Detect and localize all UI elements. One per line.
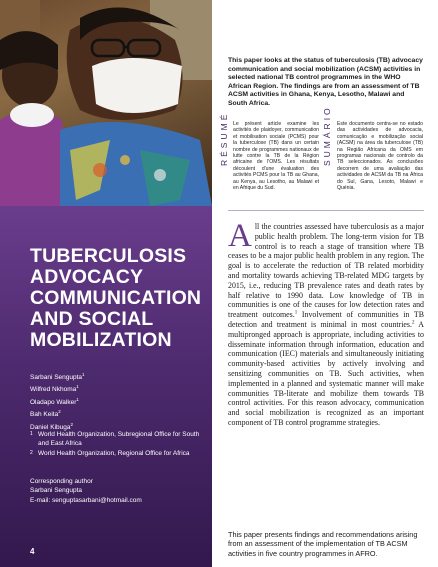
affiliation: 2 World Health Organization, Regional Office for Africa — [30, 449, 190, 457]
title-line: AND SOCIAL — [30, 308, 154, 330]
author: Wilfred Nkhoma$^1$ — [30, 384, 79, 394]
resume-label: RÉSUMÉ — [219, 111, 229, 166]
author: Daniel Kibuga$^2$ — [30, 421, 73, 431]
article-title — [30, 246, 210, 351]
corresponding-name: Sarbani Sengupta — [30, 487, 83, 495]
title-line: COMMUNICATION — [30, 287, 202, 309]
title-line: ADVOCACY — [30, 266, 144, 288]
title-line: MOBILIZATION — [30, 329, 172, 351]
sumario-text: Este documento centra-se no estado das actividades de advocacia, comunicação e mobilização social (ACSM) na área da tuberculose (TB) na Região Africana da OMS em programas nacionais de controlo da TB seleccionados. As conclusões decorrem de uma avaliação das actividades de ACSM da TB na África do Sul, Gana, Lesoto, Malawi e Quénia. — [337, 121, 423, 192]
author: Bah Keita$^2$ — [30, 409, 61, 419]
author: Sarbani Sengupta$^1$ — [30, 372, 85, 382]
affiliation: 1 World Health Organization, Subregional Office for South and East Africa — [30, 431, 200, 448]
resume-text: Le présent article examine les activités de plaidoyer, communication et mobilisation sociale (PCMS) pour la tuberculose (TB) dans un certain nombre de programmes nationaux de lutte contre la TB de la Région africaine de l'OMS. Les résultats découlent d'une évaluation des activités PCMS pour la TB au Ghana, au Kenya, au Lesotho, au Malawi et en Afrique du Sud. — [233, 121, 319, 192]
corresponding-author — [30, 477, 142, 505]
closing-paragraph: This paper presents findings and recommendations arising from an assessment of the implementation of TB ACSM activities in five country programmes in AFRO. — [228, 530, 418, 558]
title-line: TUBERCULOSIS — [30, 245, 187, 267]
drop-cap: A — [228, 218, 252, 254]
photo-illustration — [0, 0, 212, 206]
body-paragraph: All the countries assessed have tuberculosis as a major public health problem. The long-term vision for TB control is to reach a stage of transition where TB ceases to be a major public health problem in any region. The goal is to accelerate the reduction of TB related morbidity and mortality towards achieving TB-related MDG targets by 2015, i.e., reducing TB prevalence rates and death rates by half relative to 1990 data. Low knowledge of TB in communities is one of the causes for low detection rates and treatment outcomes.$^1$ Involvement of communities in TB detection and treatment is minimal in most countries.$^2$ A multipronged approach is appropriate, including activities to disseminate information through information, education and communication (IEC) materials and simultaneously initiating community-based activities by actively involving and sensitizing communities on TB. Such activities, when implemented in a planned and systematic manner will make communities TB-literate and mobilize them towards TB control activities. For this reason advocacy, communication and social mobilization is recognized as an important component of TB control programme strategies. — [228, 218, 424, 427]
corresponding-label: Corresponding author — [30, 478, 93, 485]
title-panel — [0, 206, 212, 567]
author-list — [30, 370, 85, 432]
sumario-label: SUMÁRIO — [322, 105, 332, 166]
abstract: This paper looks at the status of tuberculosis (TB) advocacy communication and social mobilization (ACSM) activities in selected national TB control programmes in the WHO African Region. The findings are from an assessment of TB ACSM activities in Ghana, Kenya, Lesotho, Malawi and South Africa. — [228, 57, 423, 107]
article-body — [228, 218, 424, 435]
page-number: 4 — [30, 547, 35, 556]
corresponding-email: E-mail: senguptasarbani@hotmail.com — [30, 496, 142, 504]
affiliations — [30, 430, 200, 458]
author: Oladapo Walker$^1$ — [30, 396, 79, 407]
cover-photo — [0, 0, 212, 206]
divider — [228, 210, 424, 211]
